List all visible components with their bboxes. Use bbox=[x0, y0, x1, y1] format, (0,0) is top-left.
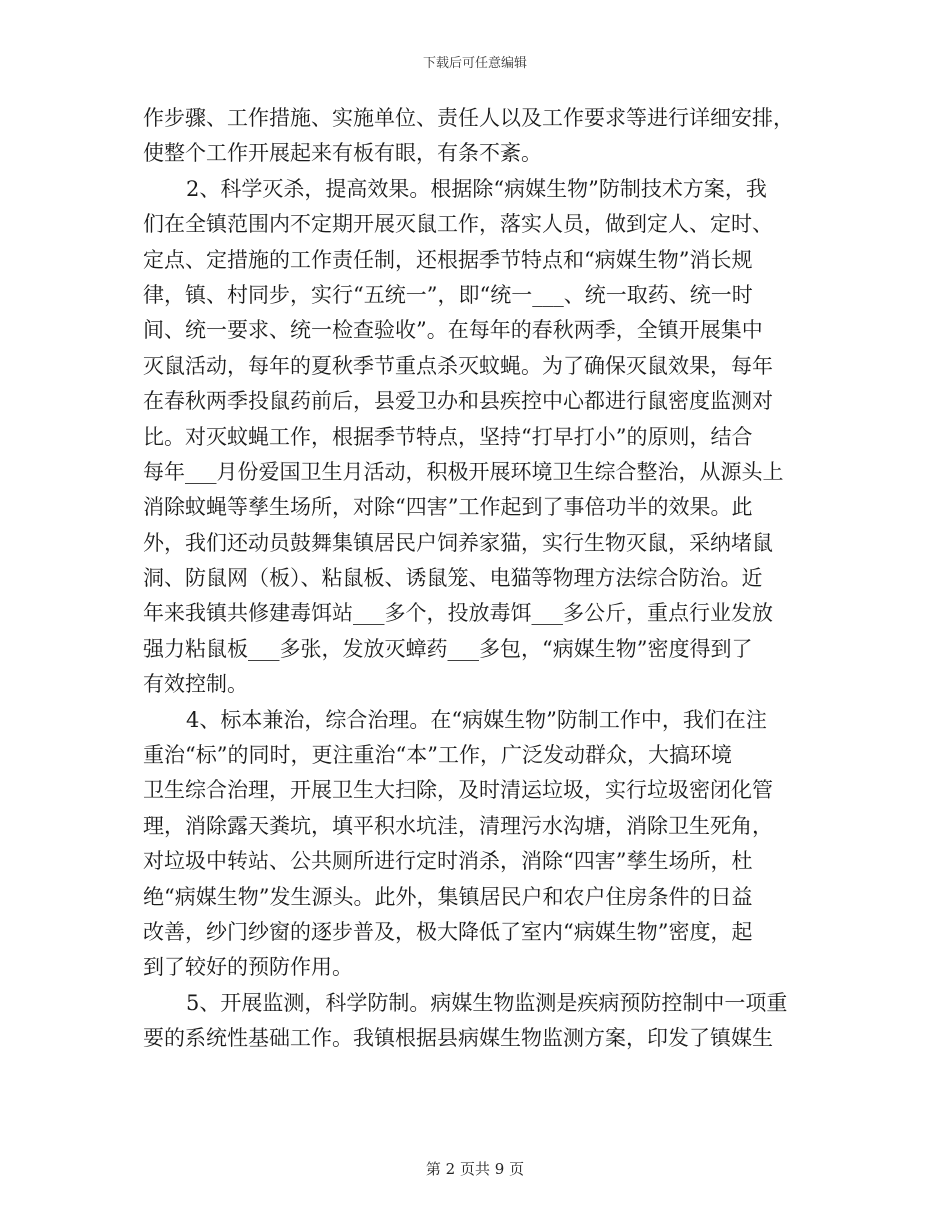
text-line: 定点、定措施的工作责任制，还根据季节特点和“病媒生物”消长规 bbox=[143, 247, 753, 272]
text-line: 强力粘鼠板___多张，发放灭蟑药___多包，“病媒生物”密度得到了 bbox=[143, 636, 753, 661]
text-line: 改善，纱门纱窗的逐步普及，极大降低了室内“病媒生物”密度，起 bbox=[143, 919, 753, 944]
page-footer: 第 2 页共 9 页 bbox=[425, 1160, 525, 1178]
text-line: 作步骤、工作措施、实施单位、责任人以及工作要求等进行详细安排， bbox=[143, 106, 794, 130]
text-line: 有效控制。 bbox=[143, 672, 248, 697]
text-line: 使整个工作开展起来有板有眼，有条不紊。 bbox=[143, 141, 542, 166]
text-line: 4、标本兼治，综合治理。在“病媒生物”防制工作中，我们在注 bbox=[186, 707, 767, 732]
page-header: 下载后可任意编辑 bbox=[422, 56, 527, 71]
text-line: 年来我镇共修建毒饵站___多个，投放毒饵___多公斤，重点行业发放 bbox=[143, 601, 773, 626]
text-line: 洞、防鼠网（板）、粘鼠板、诱鼠笼、电猫等物理方法综合防治。近 bbox=[143, 566, 763, 591]
text-line: 卫生综合治理，开展卫生大扫除，及时清运垃圾，实行垃圾密闭化管 bbox=[143, 778, 773, 803]
text-line: 们在全镇范围内不定期开展灭鼠工作，落实人员，做到定人、定时、 bbox=[143, 212, 773, 237]
document-body bbox=[143, 101, 808, 1057]
text-line: 理，消除露天粪坑，填平积水坑洼，清理污水沟塘，消除卫生死角， bbox=[143, 813, 773, 838]
text-line: 2、科学灭杀，提高效果。根据除“病媒生物”防制技术方案，我 bbox=[186, 176, 767, 201]
text-line: 每年___月份爱国卫生月活动，积极开展环境卫生综合整治，从源头上 bbox=[143, 459, 784, 484]
text-line: 比。对灭蚊蝇工作，根据季节特点，坚持“打早打小”的原则，结合 bbox=[143, 424, 753, 449]
text-line: 对垃圾中转站、公共厕所进行定时消杀，消除“四害”孳生场所，杜 bbox=[143, 849, 753, 874]
text-line: 5、开展监测，科学防制。病媒生物监测是疾病预防控制中一项重 bbox=[186, 990, 788, 1015]
text-line: 消除蚊蝇等孳生场所，对除“四害”工作起到了事倍功半的效果。此 bbox=[143, 495, 753, 520]
text-line: 律，镇、村同步，实行“五统一”，即“统一___、统一取药、统一时 bbox=[143, 282, 753, 307]
text-line: 绝“病媒生物”发生源头。此外，集镇居民户和农户住房条件的日益 bbox=[143, 884, 753, 909]
text-line: 到了较好的预防作用。 bbox=[143, 955, 353, 980]
text-line: 重治“标”的同时，更注重治“本”工作，广泛发动群众，大搞环境 bbox=[143, 743, 732, 768]
text-line: 间、统一要求、统一检查验收”。在每年的春秋两季，全镇开展集中 bbox=[143, 318, 763, 343]
text-line: 外，我们还动员鼓舞集镇居民户饲养家猫，实行生物灭鼠，采纳堵鼠 bbox=[143, 530, 773, 555]
text-line: 在春秋两季投鼠药前后，县爱卫办和县疾控中心都进行鼠密度监测对 bbox=[143, 389, 773, 414]
text-line: 要的系统性基础工作。我镇根据县病媒生物监测方案，印发了镇媒生 bbox=[143, 1026, 773, 1051]
text-line: 灭鼠活动，每年的夏秋季节重点杀灭蚊蝇。为了确保灭鼠效果，每年 bbox=[143, 353, 773, 378]
